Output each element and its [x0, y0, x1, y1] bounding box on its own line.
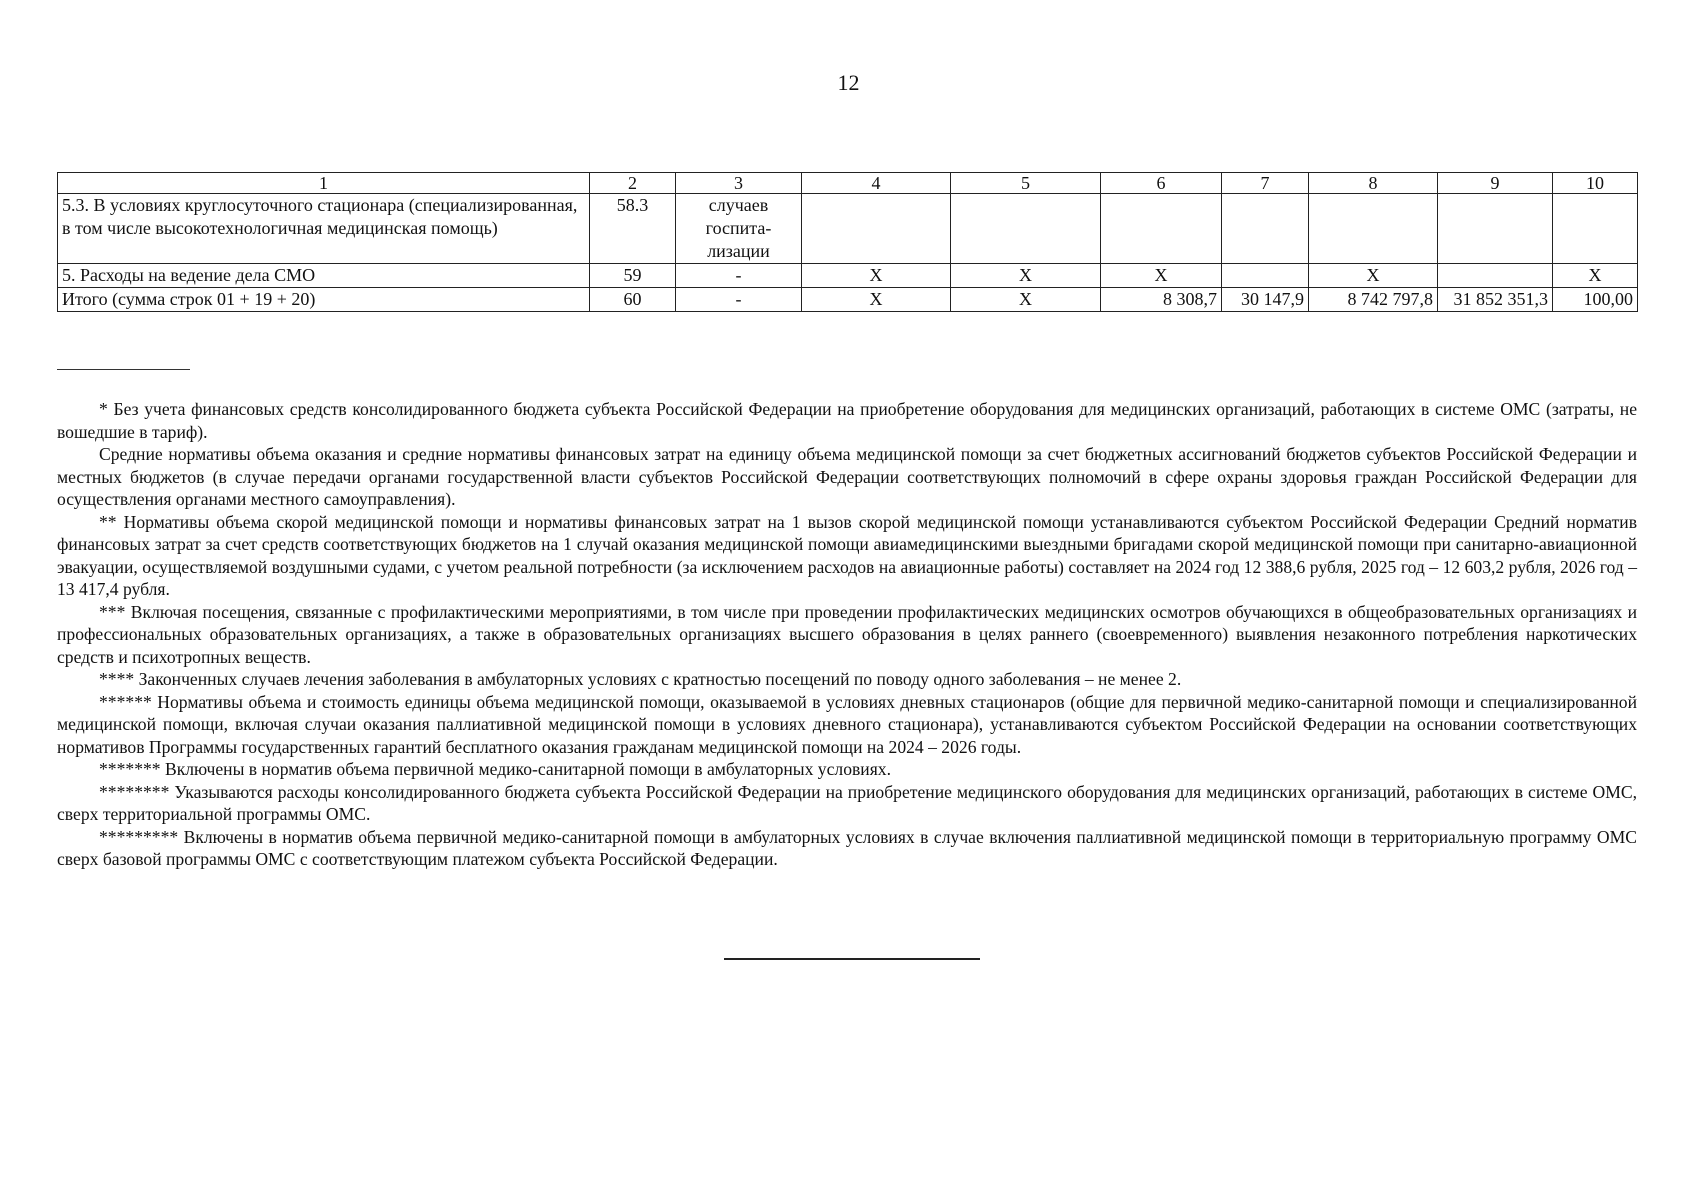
footnote: * Без учета финансовых средств консолидированного бюджета субъекта Российской Федерации на приобретение оборудования для медицинских организаций, работающих в системе ОМС (затраты, не вошедшие в тариф).: [57, 399, 1637, 442]
table-cell: [1222, 264, 1309, 288]
table-header-row: [58, 173, 1638, 194]
table-cell: X: [951, 288, 1101, 312]
row-unit-cell: случаев госпита-лизации: [676, 194, 802, 264]
row-name-cell: 5.3. В условиях круглосуточного стационара (специализированная, в том числе высокотехнологичная медицинская помощь): [58, 194, 590, 264]
row-line-number-cell: 60: [590, 288, 676, 312]
table-cell: 8 742 797,8: [1309, 288, 1438, 312]
table-cell: X: [802, 288, 951, 312]
table-cell: [1222, 194, 1309, 264]
table-cell: X: [802, 264, 951, 288]
table-cell: [802, 194, 951, 264]
table-cell: [951, 194, 1101, 264]
row-name-cell: Итого (сумма строк 01 + 19 + 20): [58, 288, 590, 312]
footnote: Средние нормативы объема оказания и средние нормативы финансовых затрат на единицу объема медицинской помощи за счет бюджетных ассигнований бюджетов субъектов Российской Федерации и местных бюджетов (в случае передачи органами государственной власти субъектов Российской Федерации соответствующих полномочий в сфере охраны здоровья граждан Российской Федерации для осуществления органами местного самоуправления).: [57, 444, 1637, 509]
row-unit-cell: -: [676, 288, 802, 312]
column-header: 9: [1438, 173, 1553, 194]
footnote: ********* Включены в норматив объема первичной медико-санитарной помощи в амбулаторных условиях в случае включения паллиативной медицинской помощи в территориальную программу ОМС сверх базовой программы ОМС с соответствующим платежом субъекта Российской Федерации.: [57, 826, 1637, 869]
row-name-cell: 5. Расходы на ведение дела СМО: [58, 264, 590, 288]
table-cell: [1438, 194, 1553, 264]
table-row: [58, 288, 1638, 312]
row-unit-cell: -: [676, 264, 802, 288]
table-cell: [1309, 194, 1438, 264]
table-row: [58, 264, 1638, 288]
table-cell: 31 852 351,3: [1438, 288, 1553, 312]
table-cell: [1101, 194, 1222, 264]
table-cell: X: [951, 264, 1101, 288]
footnote: ** Нормативы объема скорой медицинской помощи и нормативы финансовых затрат на 1 вызов скорой медицинской помощи устанавливаются субъектом Российской Федерации Средний норматив финансовых затрат за счет средств соответствующих бюджетов на 1 случай оказания медицинской помощи авиамедицинскими выездными бригадами скорой медицинской помощи при санитарно-авиационной эвакуации, осуществляемой воздушными судами, с учетом реальной потребности (за исключением расходов на авиационные работы) составляет на 2024 год 12 388,6 рубля, 2025 год – 12 603,2 рубля, 2026 год – 13 417,4 рубля.: [57, 511, 1637, 599]
table-cell: 100,00: [1553, 288, 1638, 312]
footnote: **** Законченных случаев лечения заболевания в амбулаторных условиях с кратностью посещений по поводу одного заболевания – не менее 2.: [99, 669, 1182, 689]
column-header: 4: [802, 173, 951, 194]
column-header: 8: [1309, 173, 1438, 194]
table-cell: [1438, 264, 1553, 288]
column-header: 2: [590, 173, 676, 194]
table-cell: X: [1553, 264, 1638, 288]
table-row: [58, 194, 1638, 264]
page-number: 12: [837, 70, 860, 95]
footnotes-section: [57, 398, 1637, 871]
footnote: ******** Указываются расходы консолидированного бюджета субъекта Российской Федерации на приобретение медицинского оборудования для медицинских организаций, работающих в системе ОМС, сверх территориальной программы ОМС.: [57, 781, 1637, 824]
column-header: 6: [1101, 173, 1222, 194]
table-cell: 8 308,7: [1101, 288, 1222, 312]
document-end-line: [724, 958, 980, 960]
footnote: ****** Нормативы объема и стоимость единицы объема медицинской помощи, оказываемой в условиях дневных стационаров (общие для первичной медико-санитарной помощи и специализированной медицинской помощи, включая случаи оказания паллиативной медицинской помощи в условиях дневного стационара), устанавливаются субъектом Российской Федерации на основании соответствующих нормативов Программы государственных гарантий бесплатного оказания гражданам медицинской помощи на 2024 – 2026 годы.: [57, 691, 1637, 757]
data-table: [57, 172, 1638, 312]
table-cell: 30 147,9: [1222, 288, 1309, 312]
column-header: 3: [676, 173, 802, 194]
row-line-number-cell: 58.3: [590, 194, 676, 264]
column-header: 7: [1222, 173, 1309, 194]
table-cell: [1553, 194, 1638, 264]
footnote-separator-line: [57, 369, 190, 370]
column-header: 10: [1553, 173, 1638, 194]
column-header: 5: [951, 173, 1101, 194]
column-header: 1: [58, 173, 590, 194]
footnote: ******* Включены в норматив объема первичной медико-санитарной помощи в амбулаторных условиях.: [99, 759, 892, 779]
table-cell: X: [1309, 264, 1438, 288]
footnote: *** Включая посещения, связанные с профилактическими мероприятиями, в том числе при проведении профилактических медицинских осмотров обучающихся в общеобразовательных организациях и профессиональных образовательных организациях, а также в образовательных организациях высшего образования в целях раннего (своевременного) выявления незаконного потребления наркотических средств и психотропных веществ.: [57, 601, 1637, 667]
table-cell: X: [1101, 264, 1222, 288]
row-line-number-cell: 59: [590, 264, 676, 288]
